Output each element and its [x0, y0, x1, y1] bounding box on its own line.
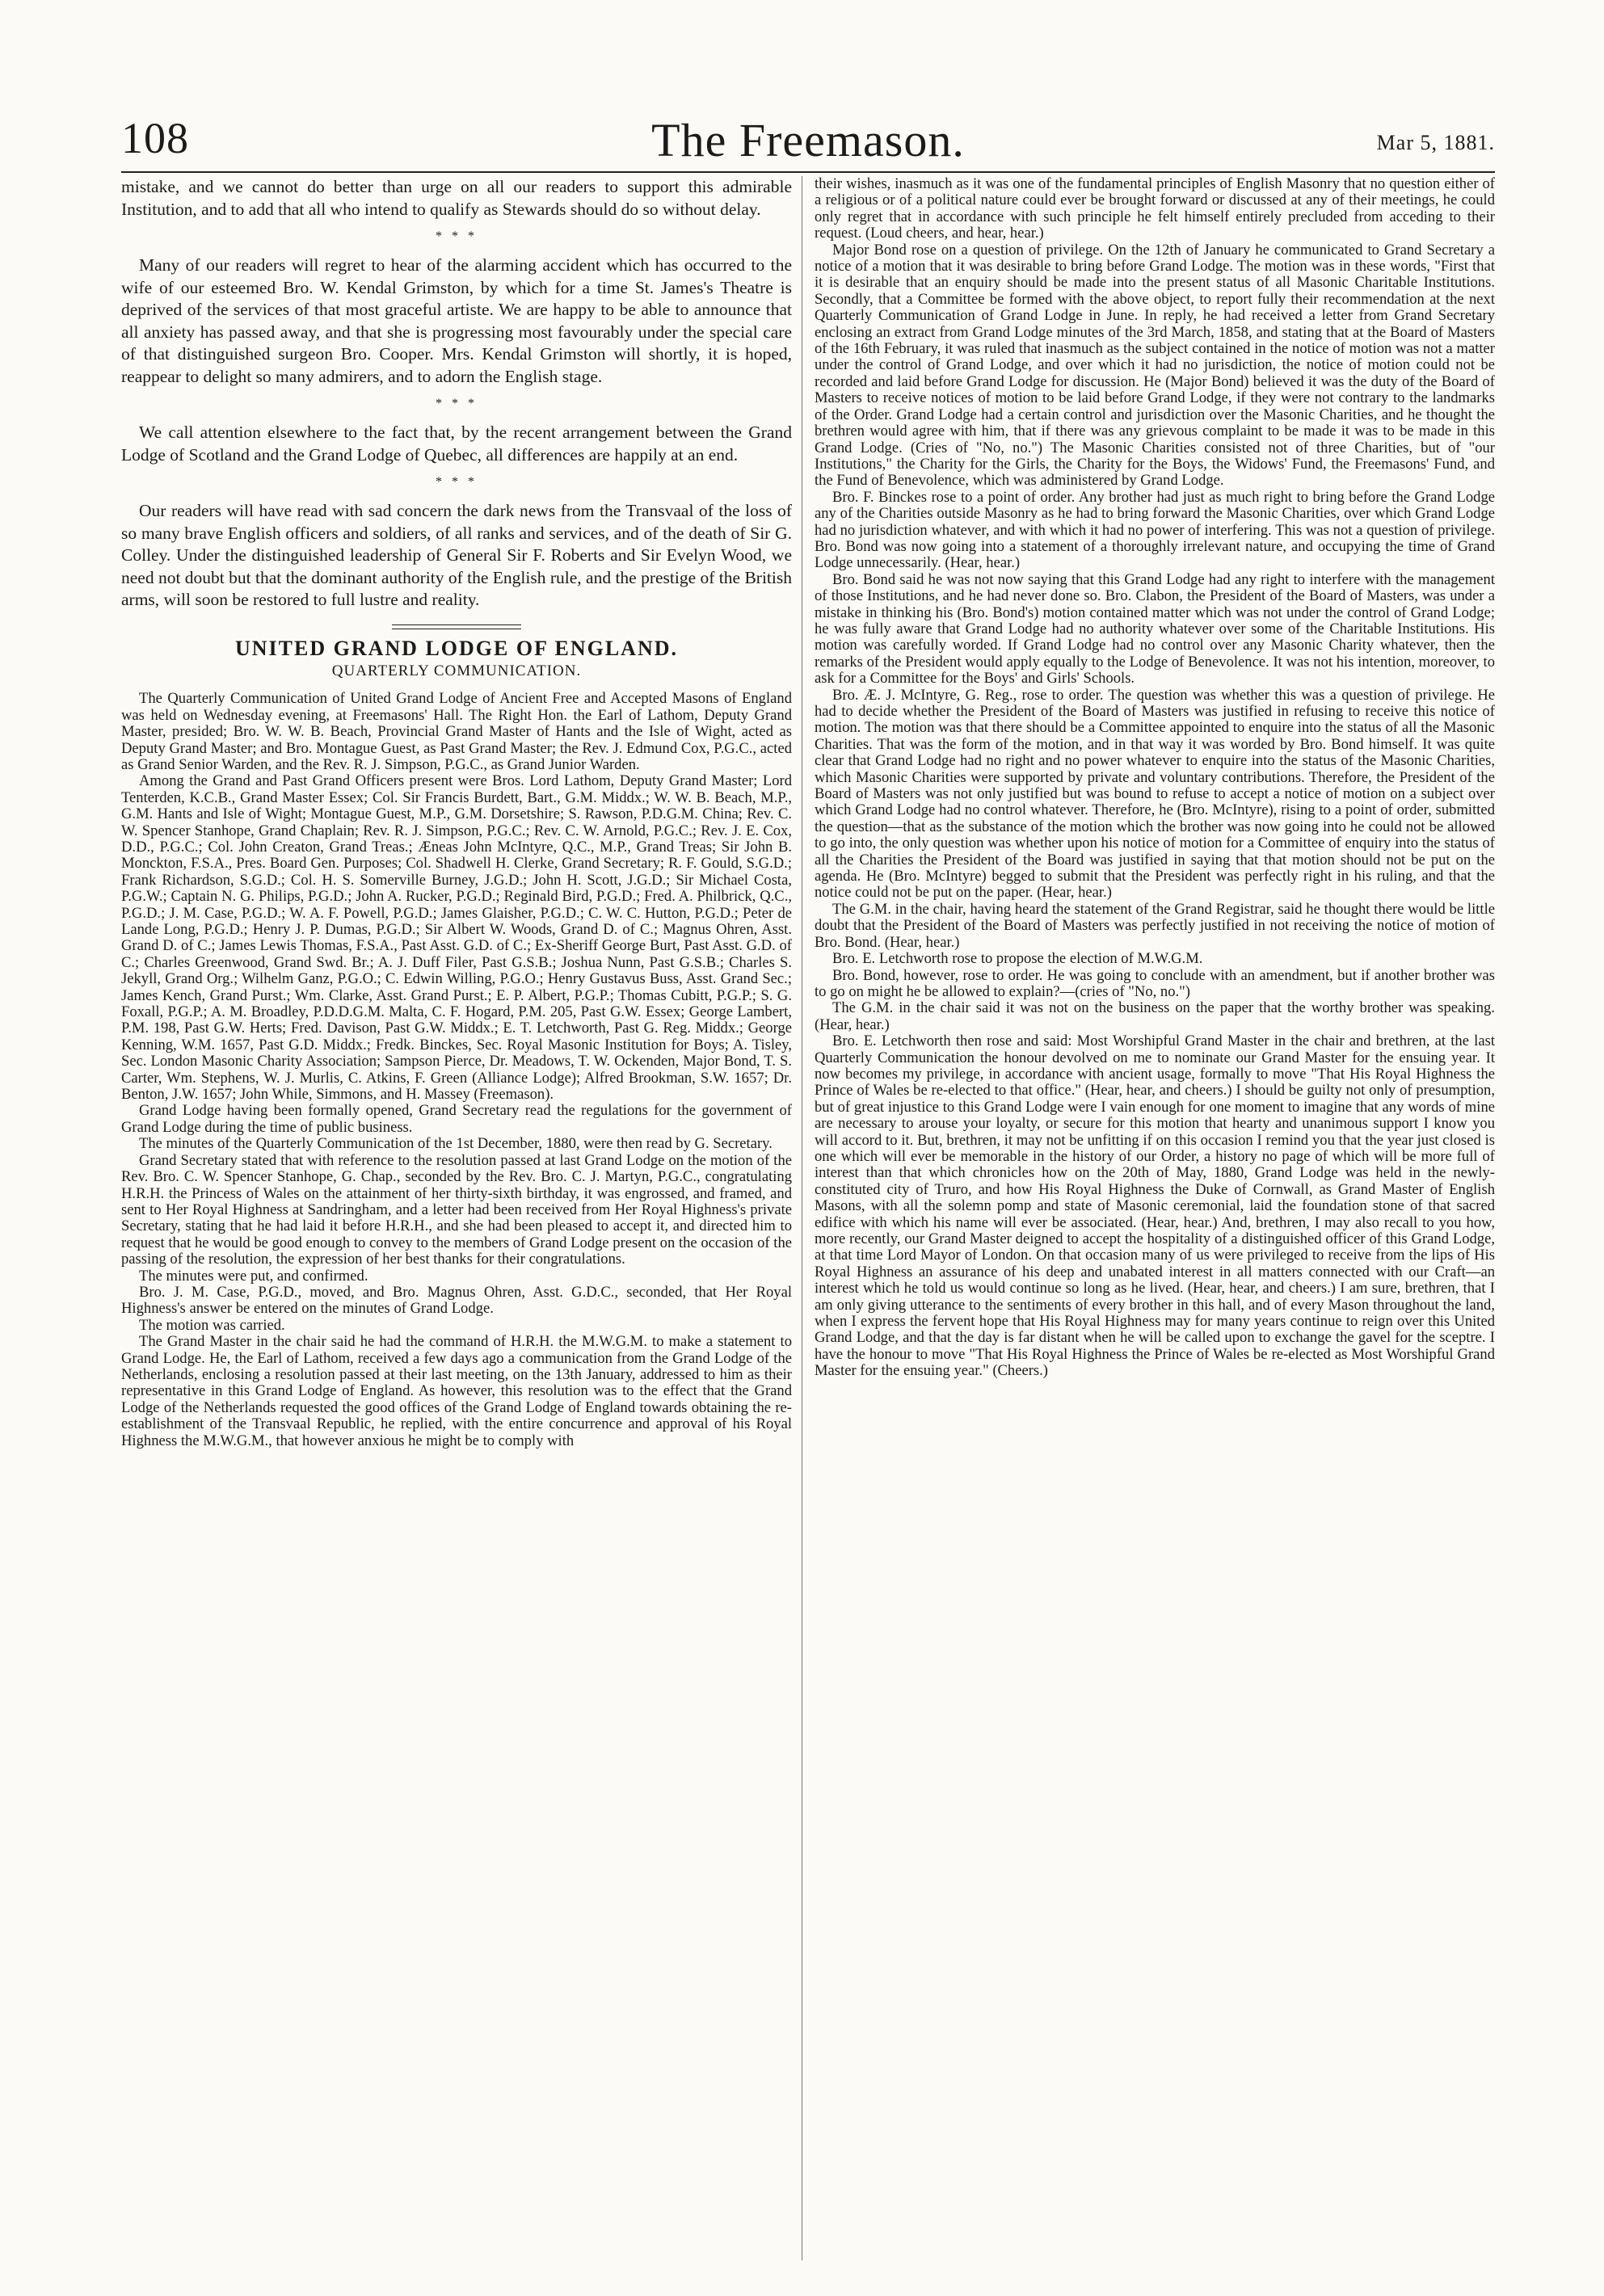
paragraph: We call attention elsewhere to the fact that, by the recent arrangement between the Grand Lodge of Scotland and the Grand Lodge of Quebec, all differences are happily at an end.: [121, 423, 792, 465]
paragraph: Bro. E. Letchworth rose to propose the election of M.W.G.M.: [832, 950, 1203, 968]
newspaper-title: The Freemason.: [651, 114, 965, 166]
paragraph: Major Bond rose on a question of privilege. On the 12th of January he communicated to Grand Secretary a notice of a motion that it was desirable to bring before Grand Lodge. The motion was in these words, "First that it is desirable that an enquiry should be made into the present status of all Masonic Charitable Institutions. Secondly, that a Committee be formed with the above object, to report fully their recommendation at the next Quarterly Communication of Grand Lodge in June. In reply, he had received a letter from Grand Secretary enclosing an extract from Grand Lodge minutes of the 3rd March, 1858, and stating that at the Board of Masters of the 16th February, it was ruled that inasmuch as the subject contained in the notice of motion was not a matter under the control of Grand Lodge, and over which it had no jurisdiction, the notice of motion could not be recorded and laid before Grand Lodge for discussion. He (Major Bond) believed it was the duty of the Board of Masters to receive notices of motion to be laid before Grand Lodge, if they were not contrary to the landmarks of the Order. Grand Lodge had a certain control and jurisdiction over the Masonic Charities, and he thought the brethren would agree with him, that if there was any grievous complaint to be made it was to be made in this Grand Lodge. (Cries of "No, no.") The Masonic Charities consisted not of three Charities, but of "our Institutions," the Charity for the Girls, the Charity for the Boys, the Widows' Fund, the Freemasons' Fund, and the Fund of Benevolence, which was administered by Grand Lodge.: [815, 241, 1495, 490]
asterism: * * *: [436, 397, 478, 410]
paragraph: Our readers will have read with sad concern the dark news from the Transvaal of the loss of so many brave English officers and soldiers, of all ranks and services, and of the death of Sir G. Colley. Under the distinguished leadership of General Sir F. Roberts and Sir Evelyn Wood, we need not doubt but that the dominant authority of the English rule, and the prestige of the British arms, will soon be restored to full lustre and reality.: [121, 501, 792, 609]
asterism: * * *: [436, 475, 478, 489]
section-heading: UNITED GRAND LODGE OF ENGLAND.: [234, 636, 679, 660]
paragraph: The G.M. in the chair said it was not on the business on the paper that the worthy brother was speaking. (Hear, hear.): [815, 999, 1495, 1033]
paragraph: The Quarterly Communication of United Grand Lodge of Ancient Free and Accepted Masons of England was held on Wednesday evening, at Freemasons' Hall. The Right Hon. the Earl of Lathom, Deputy Grand Master, presided; Bro. W. W. B. Beach, Provincial Grand Master of Hants and the Isle of Wight, acted as Deputy Grand Master; and Bro. Montague Guest, as Past Grand Master; the Rev. J. Edmund Cox, P.G.C., acted as Grand Senior Warden, and the Rev. R. J. Simpson, P.G.C., as Grand Junior Warden.: [121, 690, 792, 773]
paragraph: Bro. J. M. Case, P.G.D., moved, and Bro. Magnus Ohren, Asst. G.D.C., seconded, that Her Royal Highness's answer be entered on the minutes of Grand Lodge.: [121, 1283, 792, 1318]
section-rule: [392, 624, 521, 629]
paragraph: Bro. E. Letchworth then rose and said: Most Worshipful Grand Master in the chair and brethren, at the last Quarterly Communication the honour devolved on me to nominate our Grand Master for the ensuing year. It now becomes my privilege, in accordance with ancient usage, formally to move "That His Royal Highness the Prince of Wales be re-elected to that office." (Hear, hear, and cheers.) I should be guilty not only of presumption, but of great injustice to this Grand Lodge were I vain enough for one moment to imagine that any words of mine are necessary to arouse your loyalty, or secure for this motion that hearty and unanimous support I know you will accord to it. But, brethren, it may not be unfitting if on this occasion I remind you that the year just closed is one which will ever be memorable in the history of our Order, a history no page of which will be more full of interest than that which chronicles how on the 20th of May, 1880, Grand Lodge was held in the newly-constituted city of Truro, and how His Royal Highness the Duke of Cornwall, as Grand Master of English Masons, with all the solemn pomp and state of Masonic ceremonial, laid the foundation stone of that sacred edifice with which his name will ever be associated. (Hear, hear.) And, brethren, I may also recall to you how, more recently, our Grand Master deigned to accept the hospitality of a distinguished officer of this Grand Lodge, at that time Lord Mayor of London. On that occasion many of us were privileged to receive from the lips of His Royal Highness an assurance of his deep and unabated interest in all matters connected with our Craft—an interest which he told us would continue so long as he lived. (Hear, hear, and cheers.) I am sure, brethren, that I am only giving utterance to the sentiments of every brother in this hall, and of every Mason throughout the land, when I express the fervent hope that His Royal Highness may for many years continue to reign over this United Grand Lodge, and that the day is far distant when he will be called upon to exchange the gavel for the sceptre. I have the honour to move "That His Royal Highness the Prince of Wales be re-elected as Most Worshipful Grand Master for the ensuing year." (Cheers.): [815, 1032, 1495, 1380]
masthead-rule: [121, 171, 1495, 173]
paragraph: Grand Secretary stated that with reference to the resolution passed at last Grand Lodge on the motion of the Rev. Bro. C. W. Spencer Stanhope, G. Chap., seconded by the Rev. Bro. C. J. Martyn, P.G.C., congratulating H.R.H. the Princess of Wales on the attainment of her thirty-sixth birthday, it was engrossed, and framed, and sent to Her Royal Highness at Sandringham, and a letter had been received from Her Royal Highness's private Secretary, stating that he had laid it before H.R.H., and she had been pleased to accept it, and directed him to request that he would be good enough to convey to the members of Grand Lodge present on the occasion of the passing of the resolution, the expression of her best thanks for their congratulations.: [121, 1151, 792, 1268]
asterism: * * *: [436, 229, 478, 243]
paragraph: The Grand Master in the chair said he had the command of H.R.H. the M.W.G.M. to make a statement to Grand Lodge. He, the Earl of Lathom, received a few days ago a communication from the Grand Lodge of the Netherlands, enclosing a resolution passed at their last meeting, on the 13th January, addressed to him as their representative in this Grand Lodge of England. As however, this resolution was to the effect that the Grand Lodge of the Netherlands requested the good offices of the Grand Lodge of England towards obtaining the re-establishment of the Transvaal Republic, he replied, with the entire concurrence and approval of his Royal Highness the M.W.G.M., that however anxious he might be to comply with: [121, 1333, 792, 1449]
section-subheading: QUARTERLY COMMUNICATION.: [331, 662, 582, 679]
paragraph: Bro. Bond, however, rose to order. He was going to conclude with an amendment, but if another brother was to go on might he be allowed to explain?—(cries of "No, no."): [815, 966, 1495, 1000]
left-column: [121, 176, 792, 2260]
paragraph: Bro. Æ. J. McIntyre, G. Reg., rose to order. The question was whether this was a question of privilege. He had to decide whether the President of the Board of Masters was justified in refusing to receive this notice of motion. The motion was that there should be a Committee appointed to enquire into the status of all the Masonic Charities. That was the form of the motion, and in that way it was worded by Bro. Bond himself. It was quite clear that Grand Lodge had no right and no power whatever to enquire into the status of the Masonic Charities, which Masonic Charities were supported by private and voluntary contributions. Therefore, the President of the Board of Masters was not only justified but was bound to refuse to accept a notice of motion on a subject over which Grand Lodge had no control whatever. Therefore, he (Bro. McIntyre), rising to a point of order, submitted the question—that as the substance of the motion which the brother was now going into he could not be allowed to go into, the only question was whether upon his notice of motion for a Committee of enquiry into the status of all the Charities the President of the Board was justified in saying that that motion should not be put on the agenda. He (Bro. McIntyre) begged to submit that the President was perfectly right in his ruling, and that the notice could not be put on the paper. (Hear, hear.): [815, 686, 1495, 902]
paragraph: mistake, and we cannot do better than urge on all our readers to support this admirable Institution, and to add that all who intend to qualify as Stewards should do so without delay.: [121, 177, 792, 219]
paragraph: their wishes, inasmuch as it was one of the fundamental principles of English Masonry that no question either of a religious or of a political nature could ever be brought forward or discussed at any of their meetings, he could only regret that in accordance with such principle he felt himself entirely precluded from acceding to their request. (Loud cheers, and hear, hear.): [815, 176, 1495, 242]
paragraph: The minutes of the Quarterly Communication of the 1st December, 1880, were then read by G. Secretary.: [139, 1135, 773, 1153]
right-column: [815, 176, 1495, 2260]
paragraph: The G.M. in the chair, having heard the statement of the Grand Registrar, said he thought there would be little doubt that the President of the Board of Masters was perfectly justified in not receiving the notice of motion of Bro. Bond. (Hear, hear.): [815, 900, 1495, 951]
paragraph: The minutes were put, and confirmed.: [139, 1267, 368, 1285]
paragraph: Among the Grand and Past Grand Officers present were Bros. Lord Lathom, Deputy Grand Master; Lord Tenterden, K.C.B., Grand Master Essex; Col. Sir Francis Burdett, Bart., G.M. Middx.; W. W. B. Beach, M.P., G.M. Hants and Isle of Wight; Montague Guest, M.P., G.M. Dorsetshire; S. Rawson, P.D.G.M. China; Rev. C. W. Spencer Stanhope, Grand Chaplain; Rev. R. J. Simpson, P.G.C.; Rev. C. W. Arnold, P.G.C.; Rev. J. E. Cox, D.D., P.G.C.; Col. John Creaton, Grand Treas.; Æneas John McIntyre, Q.C., M.P., Grand Treas; Sir John B. Monckton, F.S.A., Pres. Board Gen. Purposes; Col. Shadwell H. Clerke, Grand Secretary; R. F. Gould, S.G.D.; Frank Richardson, S.G.D.; Col. H. S. Somerville Burney, J.G.D.; John H. Scott, J.G.D.; Sir Michael Costa, P.G.W.; Captain N. G. Philips, P.G.D.; John A. Rucker, P.G.D.; Reginald Bird, P.G.D.; Fred. A. Philbrick, Q.C., P.G.D.; J. M. Case, P.G.D.; W. A. F. Powell, P.G.D.; James Glaisher, P.G.D.; C. W. C. Hutton, P.G.D.; Peter de Lande Long, P.G.D.; Henry J. P. Dumas, P.G.D.; Sir Albert W. Woods, Grand D. of C.; Magnus Ohren, Asst. Grand D. of C.; James Lewis Thomas, F.S.A., Past Asst. G.D. of C.; Ex-Sheriff George Burt, Past Asst. G.D. of C.; Charles Greenwood, Grand Swd. Br.; A. J. Duff Filer, Past G.S.B.; Joshua Nunn, Past G.S.B.; Charles S. Jekyll, Grand Org.; Wilhelm Ganz, P.G.O.; C. Edwin Willing, P.G.O.; Henry Gustavus Buss, Asst. Grand Sec.; James Kench, Grand Purst.; Wm. Clarke, Asst. Grand Purst.; E. P. Albert, P.G.P.; Thomas Cubitt, P.G.P.; S. G. Foxall, P.G.P.; A. M. Broadley, P.D.D.G.M. Malta, C. F. Hogard, P.M. 205, Past G.W. Essex; George Lambert, P.M. 198, Past G.W. Herts; Fred. Davison, Past G.W. Middx.; E. T. Letchworth, Past G. Reg. Middx.; George Kenning, W.M. 1657, Past G.D. Middx.; Fredk. Binckes, Sec. Royal Masonic Institution for Boys; A. Tisley, Sec. London Masonic Charity Association; Sampson Pierce, Dr. Meadows, T. W. Ockenden, Major Bond, T. S. Carter, Wm. Stephens, W. J. Murlis, C. Atkins, F. Green (Alliance Lodge); Alfred Brookman, S.W. 1657; Dr. Benton, J.W. 1657; John While, Simmons, and H. Massey (Freemason).: [121, 772, 792, 1104]
page-number: 108: [121, 114, 189, 162]
issue-date: Mar 5, 1881.: [1376, 131, 1495, 154]
paragraph: Bro. Bond said he was not now saying that this Grand Lodge had any right to interfere with the management of those Institutions, and he had never done so. Bro. Clabon, the President of the Board of Masters, was under a mistake in thinking his (Bro. Bond's) motion contained matter which was not under the control of Grand Lodge; he was fully aware that Grand Lodge had no authority whatever over some of the Charitable Institutions. His motion was carefully worded. If Grand Lodge had no control over any Masonic Charity whatever, then the remarks of the President would apply equally to the Lodge of Benevolence. It was not his intention, moreover, to ask for a Committee for the Boys' and Girls' Schools.: [815, 570, 1495, 688]
paragraph: Grand Lodge having been formally opened, Grand Secretary read the regulations for the government of Grand Lodge during the time of public business.: [121, 1102, 792, 1136]
paragraph: The motion was carried.: [139, 1316, 285, 1334]
paragraph: Many of our readers will regret to hear of the alarming accident which has occurred to the wife of our esteemed Bro. W. Kendal Grimston, by which for a time St. James's Theatre is deprived of the services of that most graceful artiste. We are happy to be able to announce that all anxiety has passed away, and that she is progressing most favourably under the special care of that distinguished surgeon Bro. Cooper. Mrs. Kendal Grimston will shortly, it is hoped, reappear to delight so many admirers, and to adorn the English stage.: [121, 255, 792, 386]
paragraph: Bro. F. Binckes rose to a point of order. Any brother had just as much right to bring before the Grand Lodge any of the Charities outside Masonry as he had to bring forward the Masonic Charities, over which Grand Lodge had no jurisdiction whatever, and with which it had no power of interfering. This was not a question of privilege. Bro. Bond was now going into a statement of a thoroughly irrelevant nature, and occupying the time of Grand Lodge unnecessarily. (Hear, hear.): [815, 488, 1495, 572]
masthead: [121, 113, 1495, 170]
